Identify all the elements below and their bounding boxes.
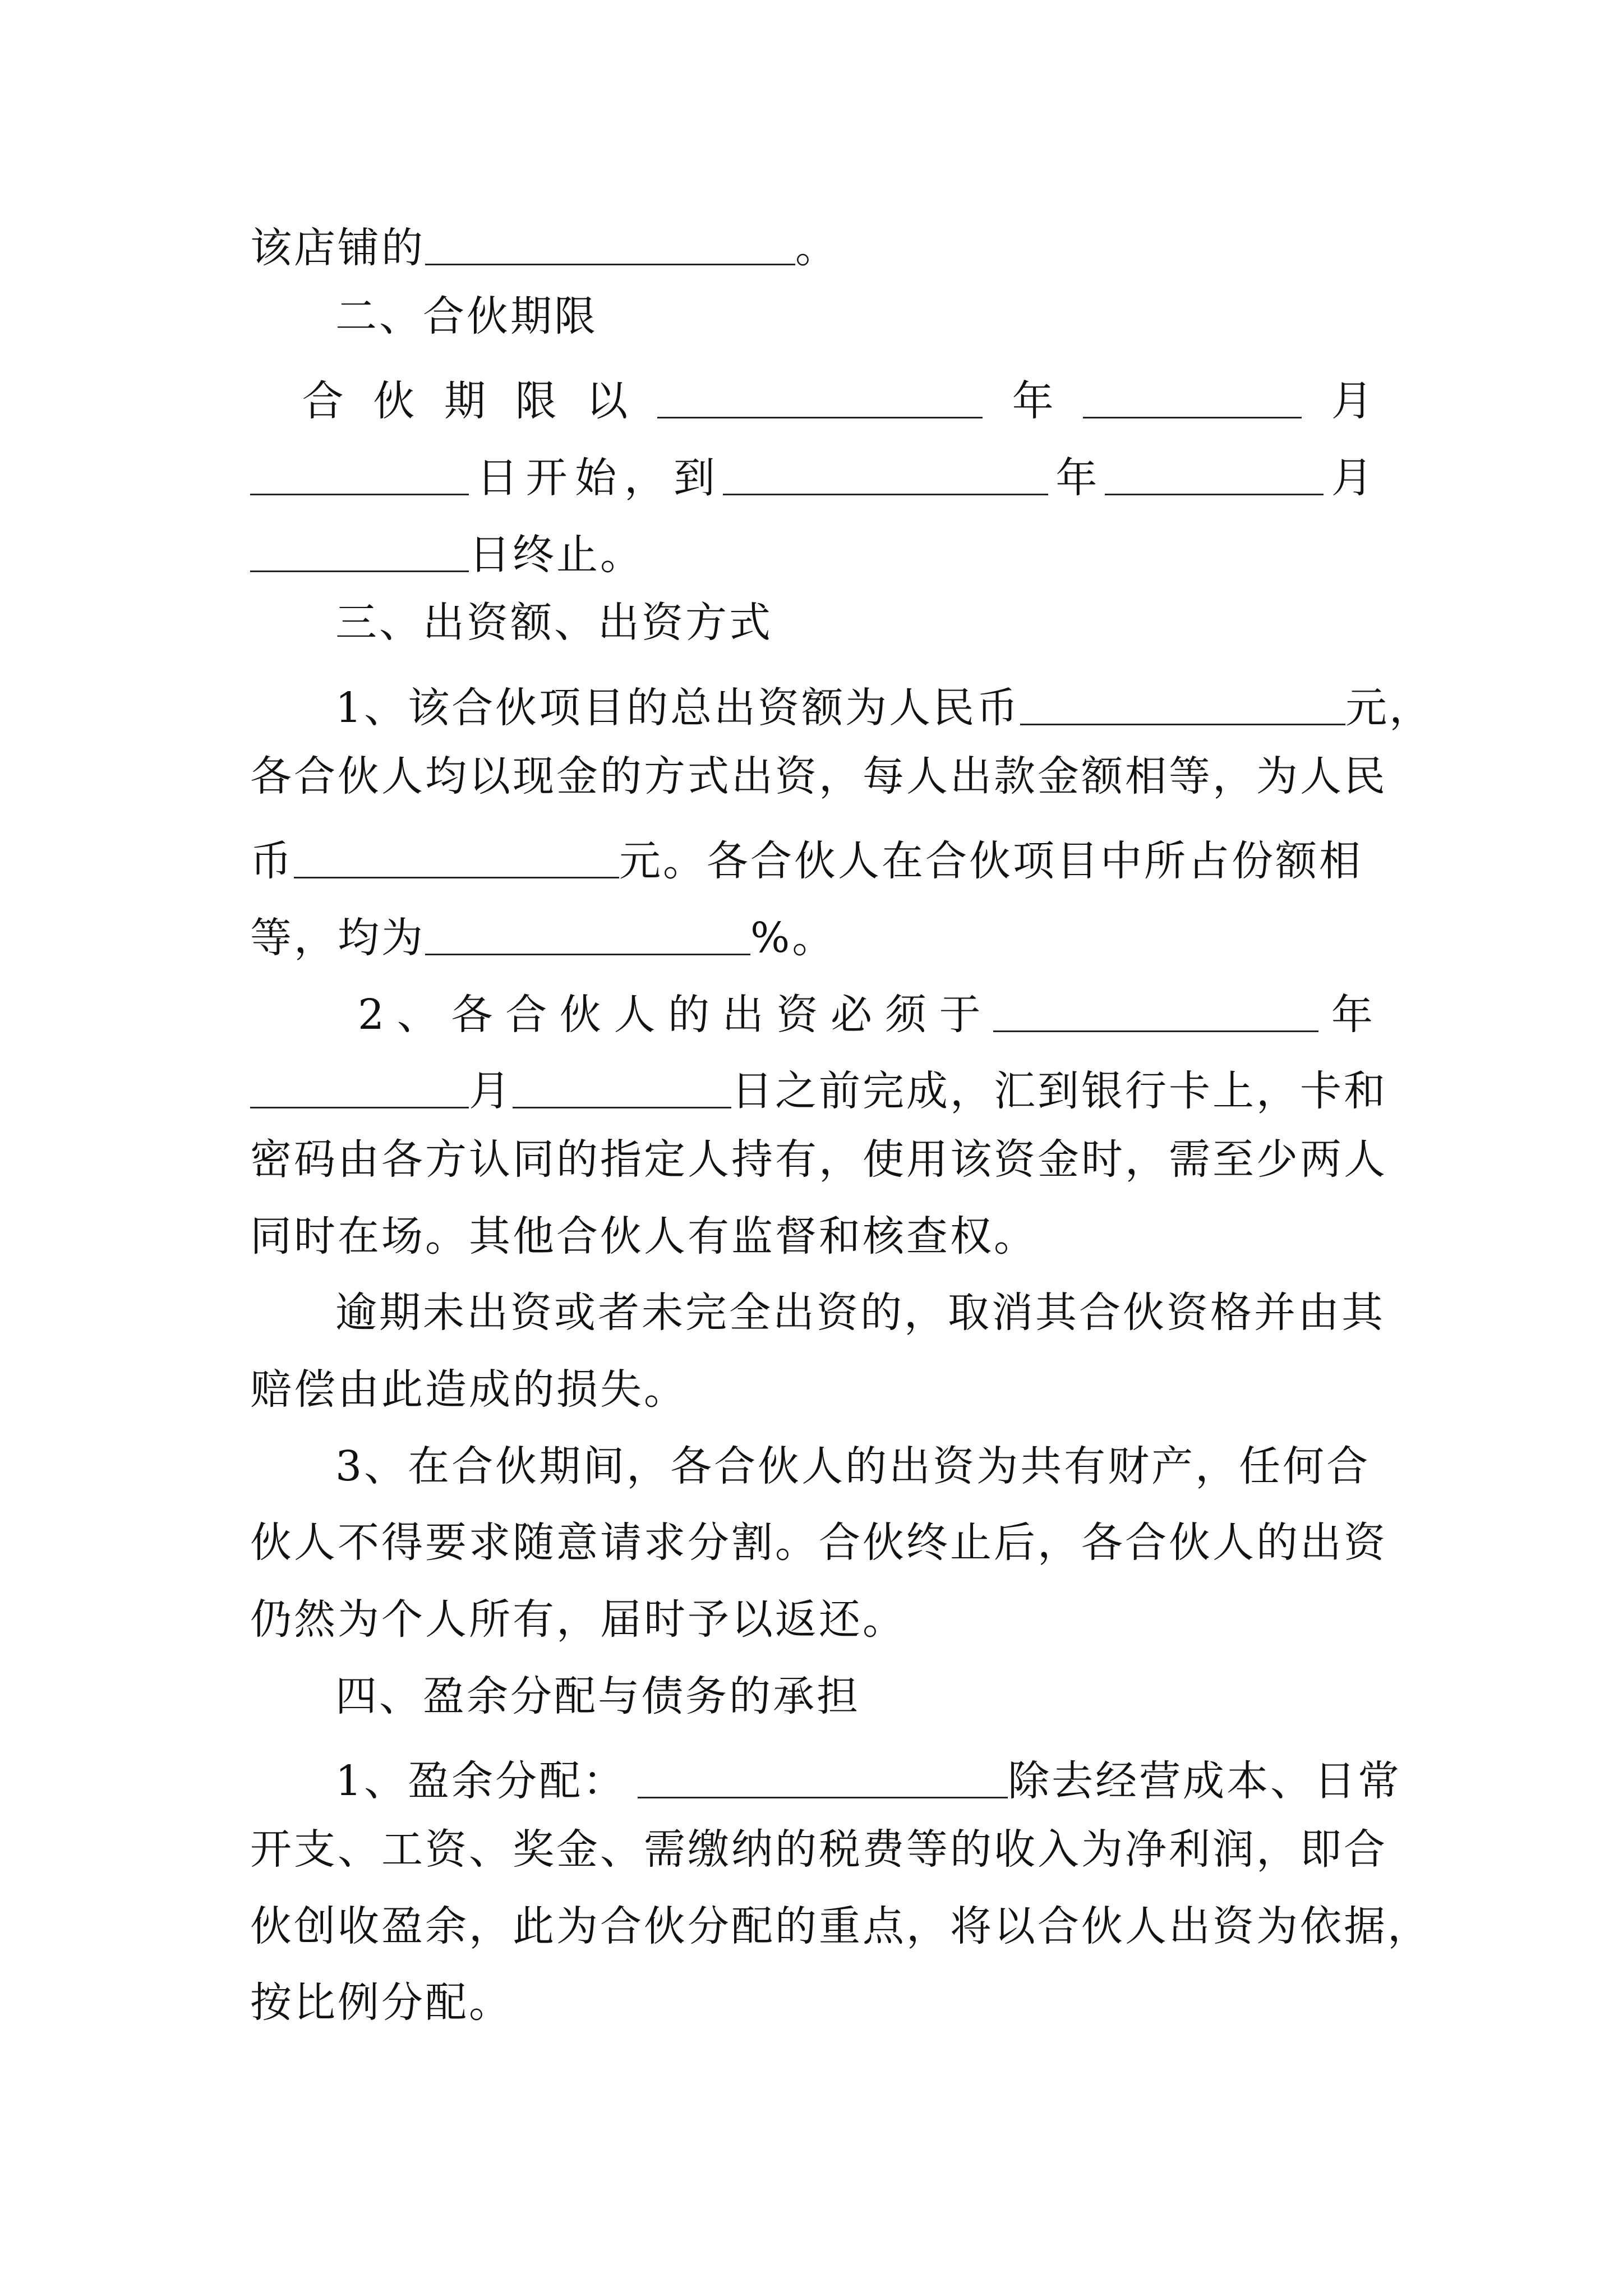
paragraph-line xyxy=(335,1752,1402,1805)
text-segment: 等，均为 xyxy=(250,914,425,962)
section-heading: 四、盈余分配与债务的承担 xyxy=(335,1672,860,1720)
paragraph-line: 伙创收盈余，此为合伙分配的重点，将以合伙人出资为依据， xyxy=(250,1902,1431,1950)
text-char: 期 xyxy=(444,377,486,425)
text-segment: 币 xyxy=(250,837,294,885)
text-char: 限 xyxy=(515,377,557,425)
text-char: 年 xyxy=(1331,991,1373,1039)
paragraph-line: 密码由各方认同的指定人持有，使用该资金时，需至少两人 xyxy=(250,1135,1387,1184)
text-char: 出 xyxy=(722,991,764,1039)
fill-blank-year[interactable] xyxy=(723,452,1048,495)
text-char: 日 xyxy=(476,454,518,502)
text-char: 的 xyxy=(668,991,710,1039)
paragraph-line xyxy=(335,679,1433,732)
paragraph-line: 各合伙人均以现金的方式出资，每人出款金额相等，为人民 xyxy=(250,752,1387,800)
paragraph-line xyxy=(250,909,836,962)
paragraph-line xyxy=(250,449,1373,502)
paragraph-line xyxy=(250,832,1363,885)
paragraph-line: 仍然为个人所有，届时予以返还。 xyxy=(250,1595,906,1644)
text-char: 合 xyxy=(302,377,344,425)
text-segment: 日之前完成，汇到银行卡上，卡和 xyxy=(731,1067,1387,1115)
text-segment: 除去经营成本、日常 xyxy=(1008,1757,1402,1805)
paragraph-line xyxy=(250,219,839,272)
text-char: 年 xyxy=(1055,454,1098,502)
text-char: 2 xyxy=(358,991,385,1039)
text-segment: 元， xyxy=(1345,684,1433,732)
fill-blank-year[interactable] xyxy=(993,989,1318,1032)
text-segment: 该店铺的 xyxy=(250,224,425,272)
fill-blank-percent[interactable] xyxy=(425,912,750,955)
fill-blank-month[interactable] xyxy=(1083,375,1302,418)
text-segment: 日终止。 xyxy=(469,531,644,579)
text-char: 以 xyxy=(586,377,628,425)
paragraph-line xyxy=(250,372,1373,425)
section-heading: 三、出资额、出资方式 xyxy=(335,599,773,647)
paragraph-line: 伙人不得要求随意请求分割。合伙终止后，各合伙人的出资 xyxy=(250,1519,1387,1567)
text-segment: 。 xyxy=(795,224,839,272)
paragraph-line: 按比例分配。 xyxy=(250,1978,513,2027)
section-heading: 二、合伙期限 xyxy=(335,292,598,341)
fill-blank[interactable] xyxy=(638,1755,1008,1798)
text-char: 到 xyxy=(673,454,715,502)
text-char: 开 xyxy=(525,454,568,502)
text-char: 月 xyxy=(1331,454,1373,502)
text-segment: 1、该合伙项目的总出资额为人民币 xyxy=(335,684,1021,732)
paragraph-line xyxy=(358,986,1373,1039)
paragraph-line: 逾期未出资或者未完全出资的，取消其合伙资格并由其 xyxy=(335,1289,1385,1337)
text-char: 伙 xyxy=(559,991,601,1039)
fill-blank-month[interactable] xyxy=(1105,452,1324,495)
text-segment: %。 xyxy=(750,914,836,962)
fill-blank[interactable] xyxy=(425,222,795,265)
paragraph-line xyxy=(250,1062,1387,1115)
text-char: ， xyxy=(624,454,666,502)
fill-blank-year[interactable] xyxy=(657,375,983,418)
text-segment: 月 xyxy=(469,1067,513,1115)
text-segment: 1、盈余分配： xyxy=(335,1757,627,1805)
fill-blank-month[interactable] xyxy=(250,1065,469,1108)
text-char: 资 xyxy=(776,991,818,1039)
text-char: 伙 xyxy=(373,377,415,425)
text-char: 始 xyxy=(575,454,617,502)
fill-blank-day[interactable] xyxy=(250,529,469,572)
text-char: 合 xyxy=(505,991,547,1039)
fill-blank-day[interactable] xyxy=(513,1065,731,1108)
fill-blank-amount[interactable] xyxy=(294,835,619,878)
text-segment: 元。各合伙人在合伙项目中所占份额相 xyxy=(619,837,1363,885)
paragraph-line: 赔偿由此造成的损失。 xyxy=(250,1365,688,1414)
text-char: 月 xyxy=(1331,377,1373,425)
text-char: 、 xyxy=(396,991,439,1039)
text-char: 必 xyxy=(831,991,873,1039)
text-char: 人 xyxy=(614,991,656,1039)
fill-blank-day[interactable] xyxy=(250,452,469,495)
text-char: 各 xyxy=(451,991,493,1039)
fill-blank-amount[interactable] xyxy=(1020,682,1345,725)
text-char: 于 xyxy=(939,991,981,1039)
paragraph-line: 3、在合伙期间，各合伙人的出资为共有财产，任何合 xyxy=(335,1442,1371,1490)
text-char: 须 xyxy=(884,991,926,1039)
text-char: 年 xyxy=(1012,377,1054,425)
paragraph-line: 同时在场。其他合伙人有监督和核查权。 xyxy=(250,1212,1038,1260)
paragraph-line xyxy=(250,526,644,579)
paragraph-line: 开支、工资、奖金、需缴纳的税费等的收入为净利润，即合 xyxy=(250,1825,1387,1874)
